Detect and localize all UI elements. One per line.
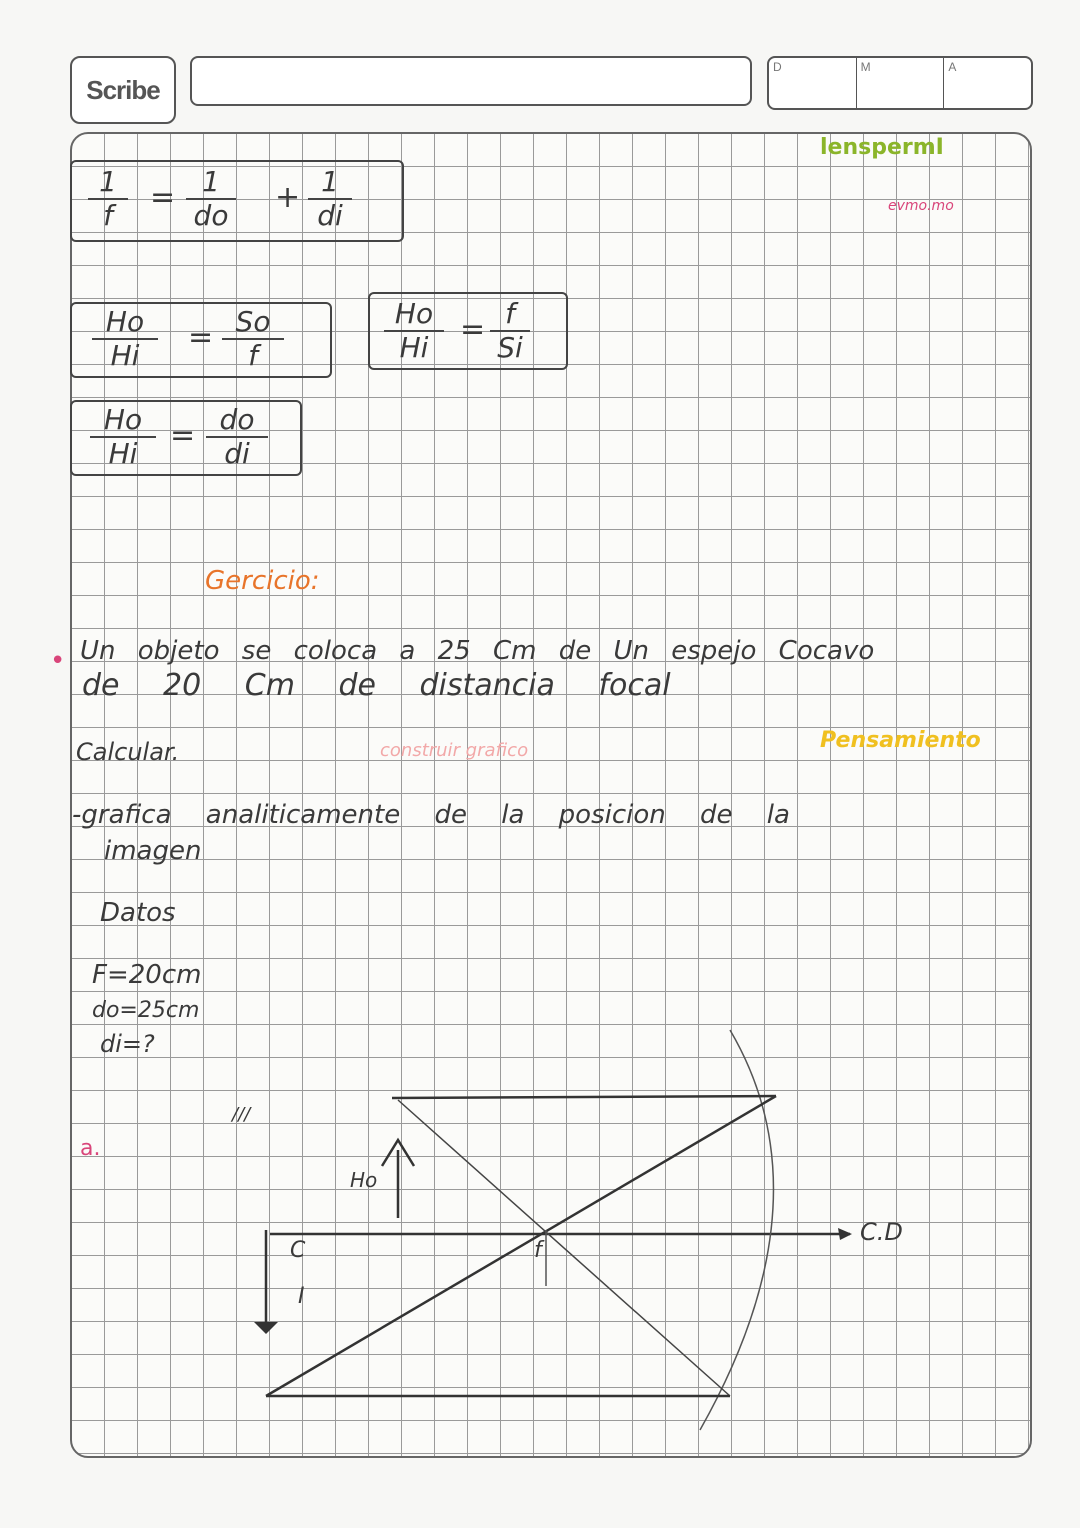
- image-label: I: [298, 1284, 305, 1309]
- frac-num: Ho: [92, 306, 158, 340]
- plus-sign: +: [275, 180, 301, 215]
- frac-num: 1: [308, 166, 352, 200]
- optical-axis: [270, 1228, 852, 1240]
- frac-den: f: [248, 339, 258, 372]
- equals-sign: =: [188, 320, 214, 355]
- axis-label: C.D: [860, 1218, 903, 1246]
- frac-den: f: [103, 199, 113, 232]
- frac-num: Ho: [90, 404, 156, 438]
- faded-note: construir grafico: [380, 740, 529, 761]
- exercise-line-2: de 20 Cm de distancia focal: [82, 668, 671, 703]
- mirror-arc: [700, 1030, 773, 1430]
- highlight-note: Pensamiento: [820, 728, 981, 753]
- task-line-2: imagen: [104, 836, 202, 866]
- frac-num: 1: [88, 166, 128, 200]
- focus-label: f: [534, 1238, 542, 1263]
- ray-incident-top: [392, 1096, 776, 1098]
- ray-through-focus: [398, 1100, 730, 1396]
- data-image-distance: di=?: [100, 1030, 155, 1058]
- frac-den: Si: [497, 331, 523, 364]
- ray-reflected-1: [266, 1096, 776, 1396]
- brand-logo: Scribe: [70, 56, 176, 124]
- datos-label: Datos: [100, 898, 176, 928]
- corner-stamp: lenspermI: [820, 135, 944, 160]
- data-object-distance: do=25cm: [92, 998, 200, 1023]
- exercise-line-1: Un objeto se coloca a 25 Cm de Un espejo Cocavo: [80, 636, 875, 666]
- equals-sign: =: [150, 180, 176, 215]
- center-label: C: [290, 1238, 306, 1263]
- part-a-label: a.: [80, 1136, 101, 1161]
- frac-den: do: [193, 199, 229, 232]
- equals-sign: =: [170, 418, 196, 453]
- frac-num: 1: [186, 166, 236, 200]
- frac-num: do: [206, 404, 268, 438]
- frac-den: di: [224, 437, 250, 470]
- calc-label: Calcular.: [76, 738, 180, 766]
- image-arrow: [254, 1230, 278, 1334]
- object-arrow: [382, 1140, 414, 1218]
- frac-num: So: [222, 306, 284, 340]
- date-day-label: D: [769, 58, 857, 108]
- corner-substamp: evmo.mo: [888, 198, 954, 214]
- tick-marks: ///: [232, 1104, 251, 1125]
- frac-den: Hi: [108, 437, 138, 470]
- task-line-1: -grafica analiticamente de la posicion de la: [72, 800, 790, 830]
- exercise-title: Gercicio:: [205, 566, 320, 596]
- frac-num: Ho: [384, 298, 444, 332]
- equals-sign: =: [460, 312, 486, 347]
- frac-num: f: [490, 298, 530, 332]
- date-year-label: A: [948, 60, 957, 74]
- frac-den: Hi: [110, 339, 140, 372]
- ho-label: Ho: [350, 1168, 378, 1192]
- bullet: •: [50, 646, 66, 676]
- data-focal: F=20cm: [92, 960, 202, 990]
- frac-den: Hi: [399, 331, 429, 364]
- date-month-label: M: [857, 58, 945, 108]
- frac-den: di: [317, 199, 343, 232]
